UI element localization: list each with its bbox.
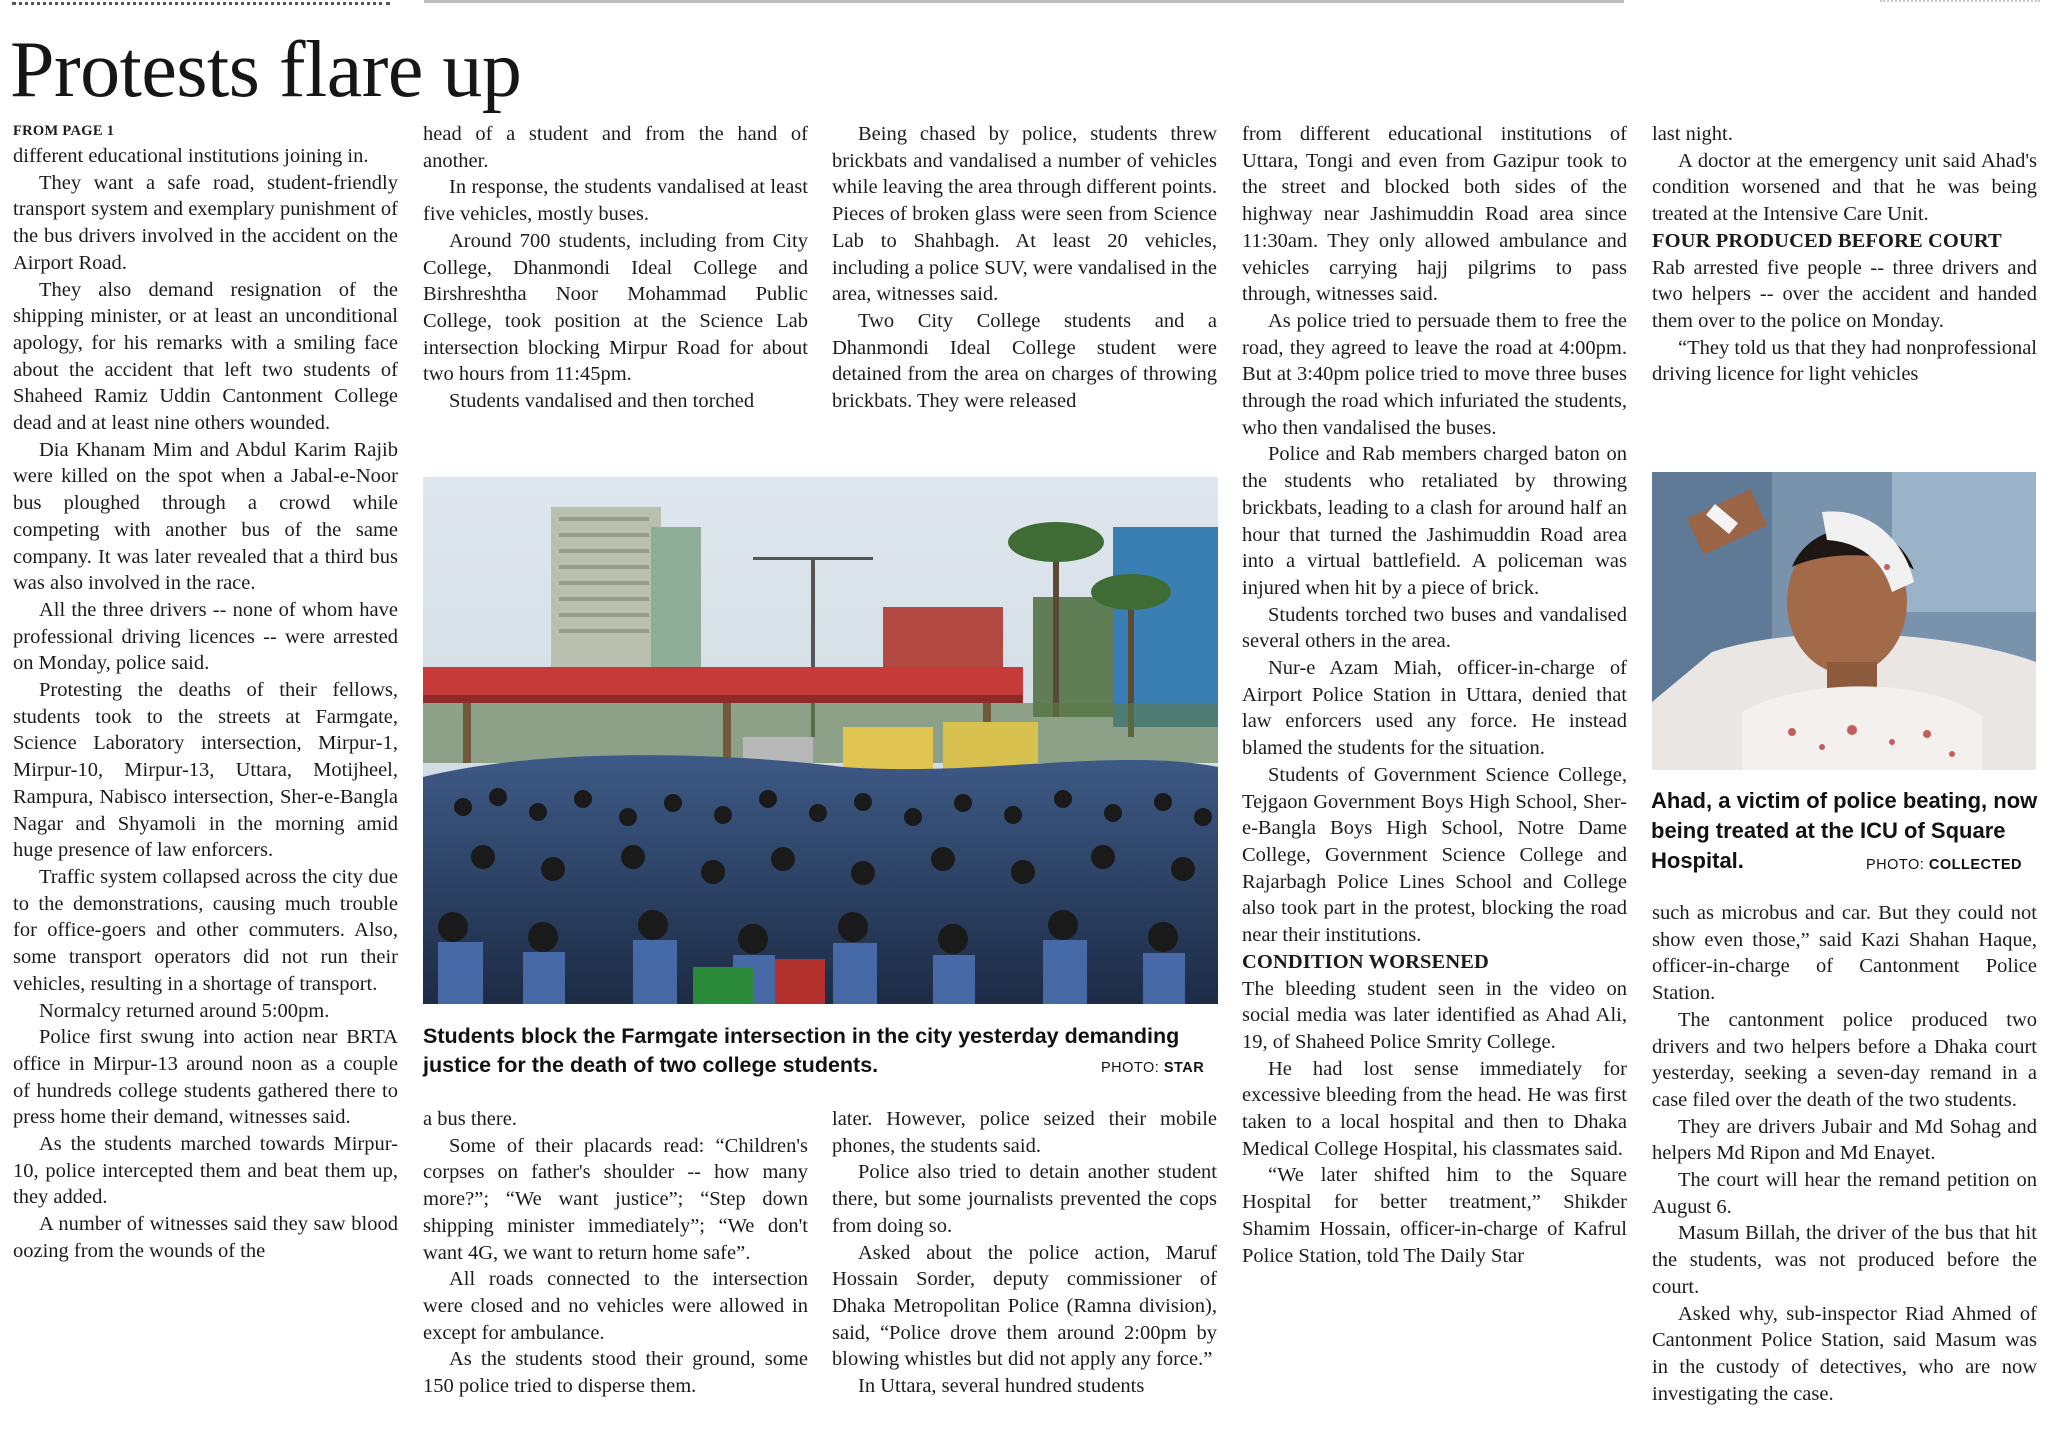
paragraph: later. However, police seized their mobile phones, the students said. [832, 1108, 1217, 1157]
paragraph: A number of witnesses said they saw blood oozing from the wounds of the [13, 1213, 398, 1262]
article-column-4 [1242, 121, 1627, 1269]
column-3-top-body [832, 121, 1217, 415]
column-5-mid-body [1652, 255, 2037, 389]
paragraph: Police also tried to detain another student there, but some journalists prevented the cops from doing so. [832, 1161, 1217, 1237]
side-photo-credit-label: PHOTO: [1866, 857, 1925, 873]
paragraph: Asked why, sub-inspector Riad Ahmed of Cantonment Police Station, said Masum was in the custody of detectives, who are now investigating the case. [1652, 1302, 2037, 1405]
paragraph: Normalcy returned around 5:00pm. [39, 999, 330, 1022]
column-2-bottom-body [423, 1106, 808, 1400]
paragraph: Rab arrested five people -- three drivers and two helpers -- over the accident and handed them over to the police on Monday. [1652, 256, 2037, 332]
side-photo-credit [1866, 857, 2022, 873]
paragraph: Traffic system collapsed across the city due to the demonstrations, causing much trouble for office-goers and other commuters. Also, some transport operators did not run their vehicles, resulting in a shortage of transport. [13, 865, 398, 995]
side-photo-caption: Ahad, a victim of police beating, now being treated at the ICU of Square Hospital. [1651, 788, 2038, 873]
main-photo-caption: Students block the Farmgate intersection in the city yesterday demanding justice for the death of two college students. [423, 1024, 1180, 1077]
top-dotted-rule [12, 2, 390, 5]
main-photo [423, 477, 1218, 1004]
top-right-rule [1880, 0, 2040, 2]
article-column-5-bottom [1652, 900, 2037, 1407]
paragraph: last night. [1652, 123, 1733, 145]
article-column-2-bottom [423, 1106, 808, 1400]
column-4-body [1242, 121, 1627, 949]
paragraph: such as microbus and car. But they could not show even those,” said Kazi Shahan Haque, officer-in-charge of Cantonment Police Station. [1652, 902, 2037, 1005]
paragraph: All roads connected to the intersection were closed and no vehicles were allowed in except for ambulance. [423, 1268, 808, 1344]
paragraph: a bus there. [423, 1108, 517, 1130]
headline: Protests flare up [10, 26, 522, 114]
paragraph: They want a safe road, student-friendly transport system and exemplary punishment of the bus drivers involved in the accident on the Airport Road. [13, 171, 398, 274]
column-3-bottom-body [832, 1106, 1217, 1400]
article-column-3-top [832, 121, 1217, 415]
column-1-body [13, 143, 398, 1265]
paragraph: Dia Khanam Mim and Abdul Karim Rajib were killed on the spot when a Jabal-e-Noor bus ploughed through a crowd while competing with another bus of the same company. It was later revealed that a third bus was also involved in the race. [13, 438, 398, 595]
paragraph: Nur-e Azam Miah, officer-in-charge of Airport Police Station in Uttara, denied that law enforcers used any force. He instead blamed the students for the situation. [1242, 657, 1627, 760]
side-photo-credit-source: COLLECTED [1928, 857, 2022, 873]
paragraph: Being chased by police, students threw brickbats and vandalised a number of vehicles while leaving the area through different points. Pieces of broken glass were seen from Science Lab to Shahbagh. At least 20 vehicles, including a police SUV, were vandalised in the area, witnesses said. [832, 123, 1218, 306]
main-photo-image [423, 477, 1218, 1004]
paragraph: Students torched two buses and vandalised several others in the area. [1242, 603, 1627, 653]
paragraph: The court will hear the remand petition on August 6. [1652, 1169, 2037, 1218]
paragraph: In response, the students vandalised at least five vehicles, mostly buses. [423, 176, 808, 226]
paragraph: Two City College students and a Dhanmondi Ideal College student were detained from the area on charges of throwing brickbats. They were released [832, 309, 1217, 413]
subhead-condition-worsened: CONDITION WORSENED [1242, 950, 1489, 973]
paragraph: As the students marched towards Mirpur-10, police intercepted them and beat them up, they added. [13, 1133, 398, 1209]
paragraph: different educational institutions joining in. [13, 145, 369, 167]
subhead-four-produced: FOUR PRODUCED BEFORE COURT [1652, 229, 2002, 252]
paragraph: All the three drivers -- none of whom have professional driving licences -- were arrested on Monday, police said. [13, 598, 398, 675]
main-photo-credit-label: PHOTO: [1101, 1060, 1160, 1076]
paragraph: Masum Billah, the driver of the bus that hit the students, was not produced before the court. [1652, 1222, 2037, 1298]
column-5-bottom-body [1652, 900, 2037, 1407]
paragraph: The cantonment police produced two drivers and two helpers before a Dhaka court yesterday, seeking a seven-day remand in a case filed over the death of the two students. [1652, 1008, 2037, 1111]
paragraph: Police first swung into action near BRTA office in Mirpur-13 around noon as a couple of hundreds college students gathered there to press home their demand, witnesses said. [13, 1026, 398, 1129]
top-gray-rule [424, 0, 1624, 3]
column-2-top-body [423, 121, 808, 415]
paragraph: “They told us that they had nonprofessional driving licence for light vehicles [1652, 336, 2037, 386]
paragraph: Protesting the deaths of their fellows, students took to the streets at Farmgate, Science Laboratory intersection, Mirpur-1, Mirpur-10, Mirpur-13, Uttara, Motijheel, Rampura, Nabisco intersection, Sher-e-Bangla Nagar and Shyamoli in the morning amid huge presence of law enforcers. [13, 679, 398, 862]
paragraph: Around 700 students, including from City College, Dhanmondi Ideal College and Birshreshtha Noor Mohammad Public College, took position at the Science Lab intersection blocking Mirpur Road for about two hours from 11:45pm. [423, 229, 808, 386]
article-column-1 [13, 121, 398, 1265]
paragraph: As the students stood their ground, some 150 police tried to disperse them. [423, 1348, 808, 1398]
article-column-5-top [1652, 121, 2037, 388]
paragraph: A doctor at the emergency unit said Ahad's condition worsened and that he was being treated at the Intensive Care Unit. [1652, 149, 2037, 226]
column-4-body-after [1242, 976, 1627, 1270]
paragraph: The bleeding student seen in the video on social media was later identified as Ahad Ali, 19, of Shaheed Police Smrity College. [1242, 977, 1627, 1053]
paragraph: head of a student and from the hand of another. [423, 123, 808, 172]
side-photo [1652, 472, 2036, 770]
paragraph: Students of Government Science College, Tejgaon Government Boys High School, Sher-e-Bangla Boys High School, Notre Dame College, Government Science College and Rajarbagh Police Lines School and College also took part in the protest, blocking the road near their institutions. [1242, 763, 1627, 947]
side-photo-image [1652, 472, 2036, 770]
paragraph: Police and Rab members charged baton on the students who retaliated by throwing brickbats, leading to a clash for around half an hour that turned the Jashimuddin Road area into a virtual battlefield. A policeman was injured when hit by a piece of brick. [1242, 443, 1627, 599]
article-column-3-bottom [832, 1106, 1217, 1400]
paragraph: “We later shifted him to the Square Hospital for better treatment,” Shikder Shamim Hossain, officer-in-charge of Kafrul Police Station, told The Daily Star [1242, 1164, 1627, 1267]
paragraph: In Uttara, several hundred students [858, 1375, 1145, 1398]
main-photo-credit [1101, 1060, 1204, 1076]
paragraph: Students vandalised and then torched [449, 390, 755, 413]
paragraph: Asked about the police action, Maruf Hossain Sorder, deputy commissioner of Dhaka Metropolitan Police (Ramna division), said, “Police drove them around 2:00pm by blowing whistles but did not apply any force.” [832, 1241, 1217, 1371]
paragraph: He had lost sense immediately for excessive bleeding from the head. He was first taken to a local hospital and then to Dhaka Medical College Hospital, his classmates said. [1242, 1057, 1627, 1160]
main-photo-credit-source: STAR [1163, 1060, 1205, 1076]
from-page-label: FROM PAGE 1 [13, 123, 115, 139]
column-5-top-body [1652, 121, 2037, 228]
paragraph: As police tried to persuade them to free the road, they agreed to leave the road at 4:00pm. But at 3:40pm police tried to move three buses through the road which infuriated the students, who then vandalised the buses. [1242, 309, 1627, 439]
paragraph: They also demand resignation of the shipping minister, or at least an unconditional apology, for his remarks with a smiling face about the accident that left two students of Shaheed Ramiz Uddin Cantonment College dead and at least nine others wounded. [13, 278, 398, 435]
paragraph: They are drivers Jubair and Md Sohag and helpers Md Ripon and Md Enayet. [1652, 1115, 2037, 1165]
paragraph: from different educational institutions of Uttara, Tongi and even from Gazipur took to the street and blocked both sides of the highway near Jashimuddin Road area since 11:30am. They only allowed ambulance and vehicles carrying hajj pilgrims to pass through, witnesses said. [1242, 123, 1627, 306]
article-column-2-top [423, 121, 808, 415]
paragraph: Some of their placards read: “Children's corpses on father's shoulder -- how many more?”; “We want justice”; “Step down shipping minister immediately”; “We don't want 4G, we want to return home safe”. [423, 1134, 808, 1264]
